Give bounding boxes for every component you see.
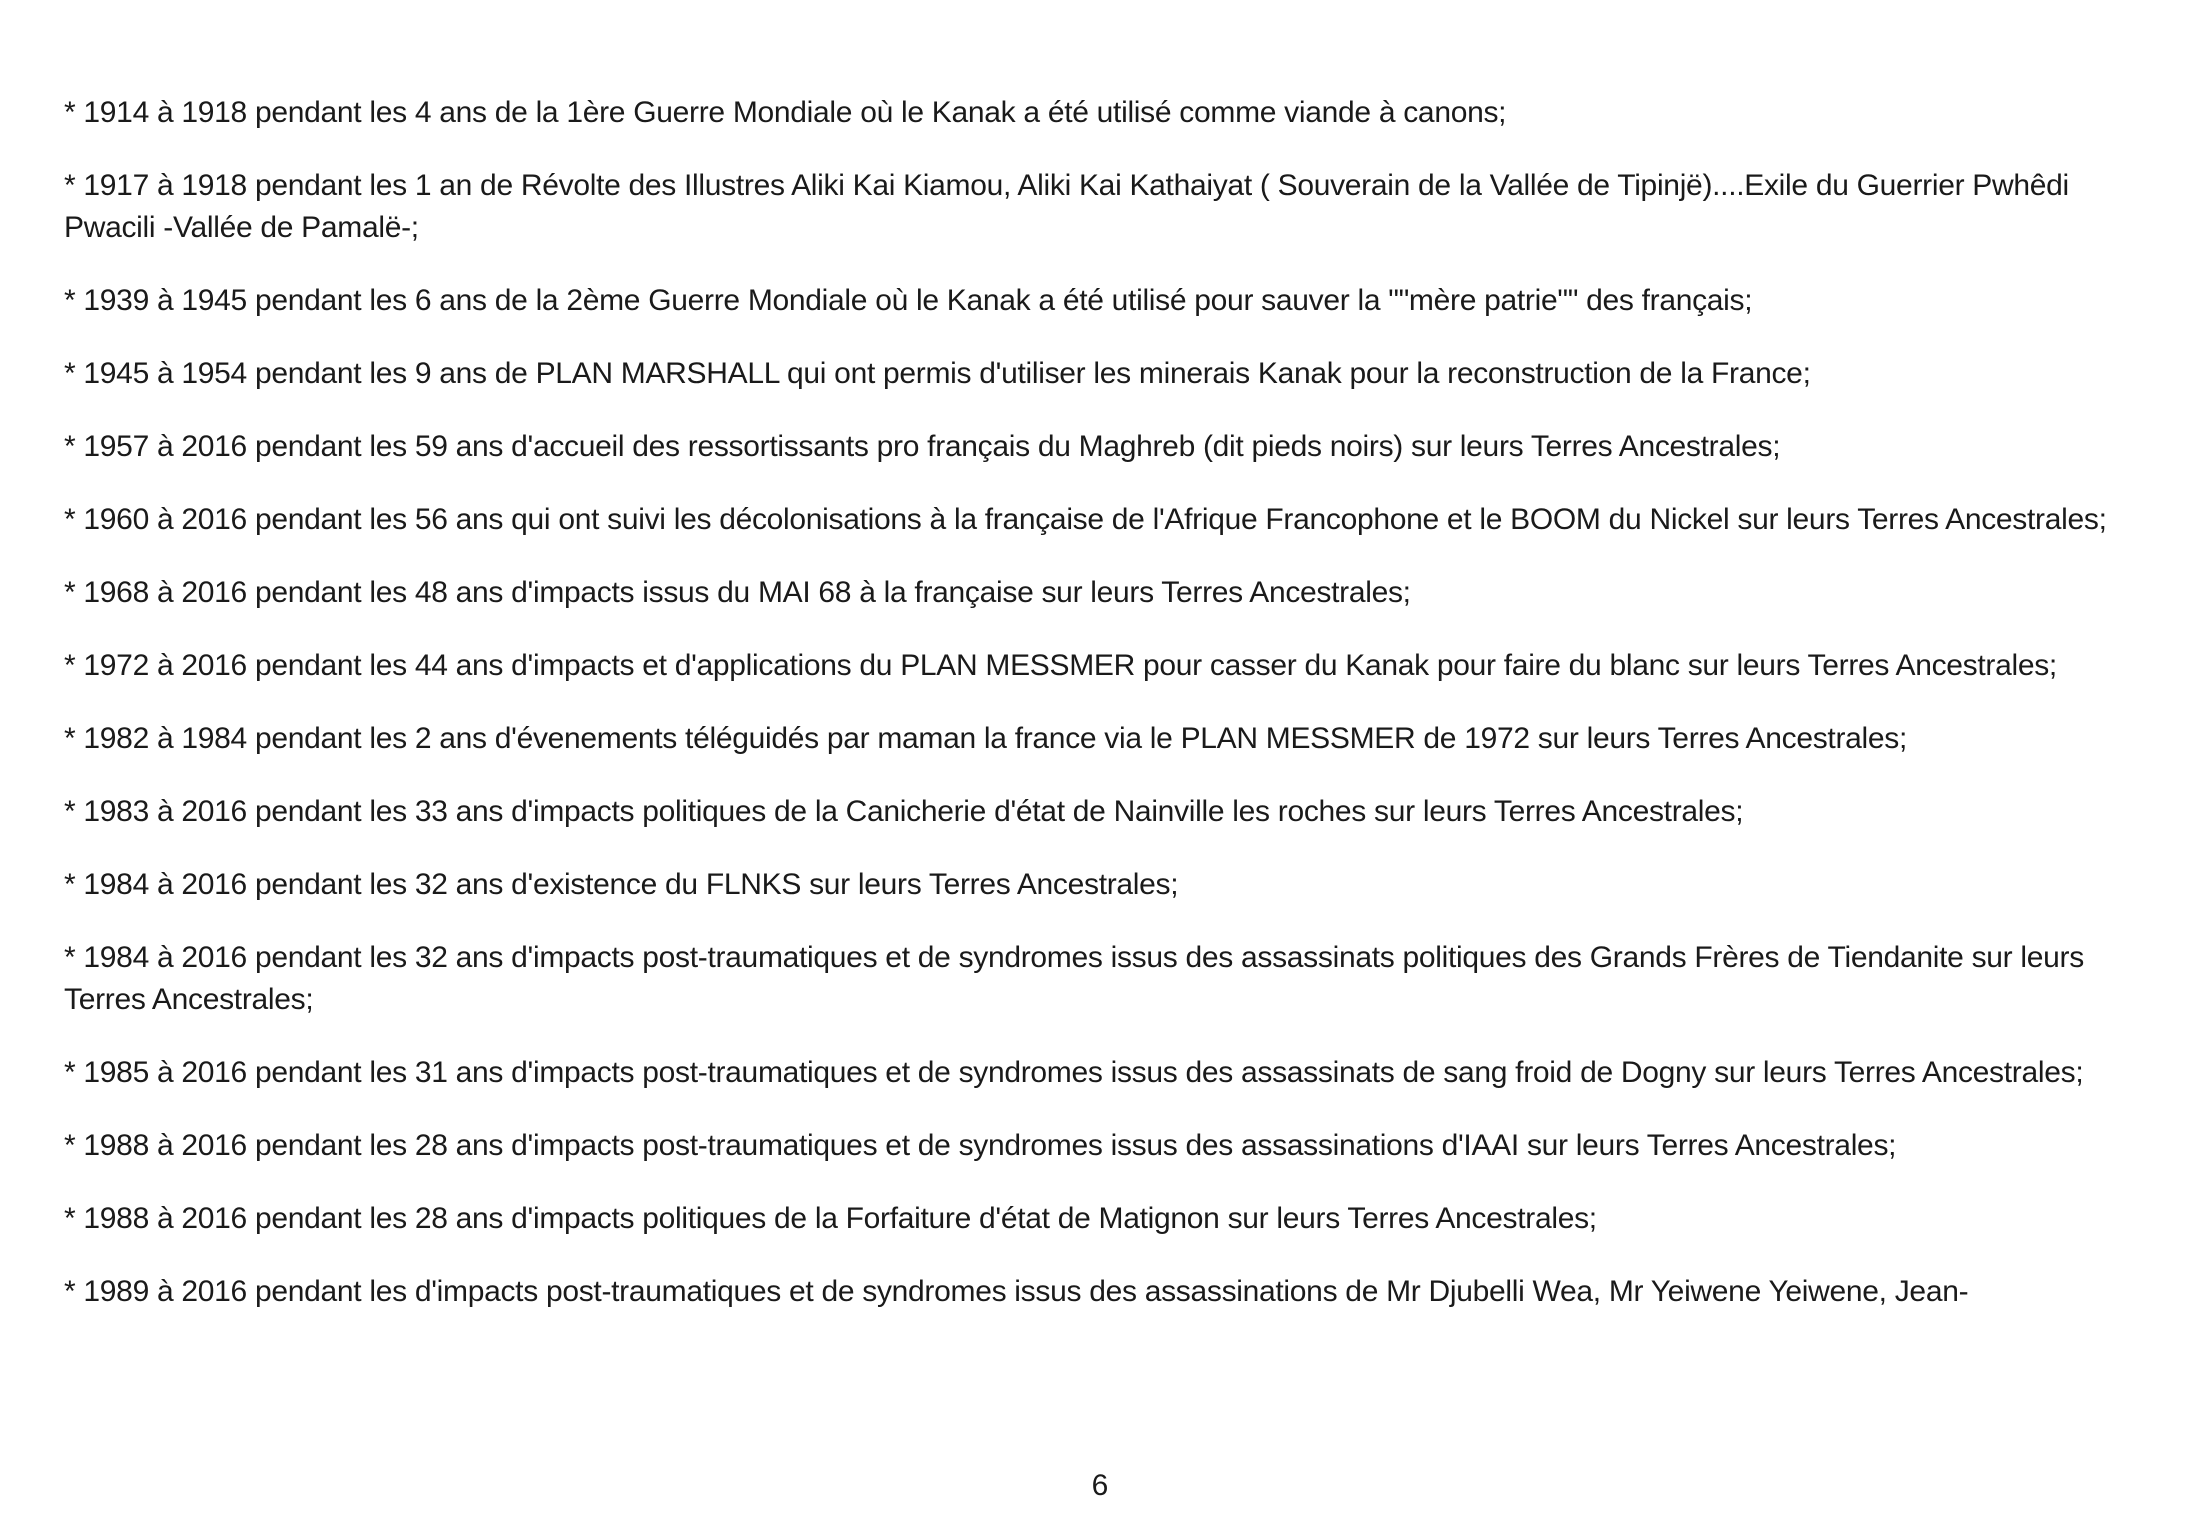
entry-1982-1984: * 1982 à 1984 pendant les 2 ans d'évenements téléguidés par maman la france via le PLAN MESSMER de 1972 sur leurs Terres Ancestrales; <box>64 722 1908 755</box>
entry-1945-1954: * 1945 à 1954 pendant les 9 ans de PLAN MARSHALL qui ont permis d'utiliser les minerais Kanak pour la reconstruction de la France; <box>64 357 1811 390</box>
entry-1989-2016: * 1989 à 2016 pendant les d'impacts post-traumatiques et de syndromes issus des assassinations de Mr Djubelli Wea, Mr Yeiwene Yeiwene, Jean- <box>64 1275 1969 1308</box>
entry-1972-2016: * 1972 à 2016 pendant les 44 ans d'impacts et d'applications du PLAN MESSMER pour casser du Kanak pour faire du blanc sur leurs Terres Ancestrales; <box>64 649 2057 682</box>
entry-1984-2016-tiendanite: * 1984 à 2016 pendant les 32 ans d'impacts post-traumatiques et de syndromes issus des assassinats politiques des Grands Frères de Tiendanite sur leurs Terres Ancestrales; <box>64 941 2084 1016</box>
entry-1985-2016: * 1985 à 2016 pendant les 31 ans d'impacts post-traumatiques et de syndromes issus des assassinats de sang froid de Dogny sur leurs Terres Ancestrales; <box>64 1056 2084 1089</box>
entry-1988-2016-matignon: * 1988 à 2016 pendant les 28 ans d'impacts politiques de la Forfaiture d'état de Matignon sur leurs Terres Ancestrales; <box>64 1202 1597 1235</box>
entry-1983-2016: * 1983 à 2016 pendant les 33 ans d'impacts politiques de la Canicherie d'état de Nainville les roches sur leurs Terres Ancestrales; <box>64 795 1744 828</box>
page-number: 6 <box>1091 1469 1109 1502</box>
entry-1968-2016: * 1968 à 2016 pendant les 48 ans d'impacts issus du MAI 68 à la française sur leurs Terres Ancestrales; <box>64 576 1411 609</box>
entry-1917-1918: * 1917 à 1918 pendant les 1 an de Révolte des Illustres Aliki Kai Kiamou, Aliki Kai Kathaiyat ( Souverain de la Vallée de Tipinjë)....Exile du Guerrier Pwhêdi Pwacili -Vallée de Pamalë-; <box>64 169 2069 244</box>
entry-1960-2016: * 1960 à 2016 pendant les 56 ans qui ont suivi les décolonisations à la française de l'Afrique Francophone et le BOOM du Nickel sur leurs Terres Ancestrales; <box>64 503 2107 536</box>
entry-1914-1918: * 1914 à 1918 pendant les 4 ans de la 1ère Guerre Mondiale où le Kanak a été utilisé comme viande à canons; <box>64 96 1507 129</box>
entries-list <box>64 92 2154 1344</box>
entry-1984-2016-flnks: * 1984 à 2016 pendant les 32 ans d'existence du FLNKS sur leurs Terres Ancestrales; <box>64 868 1179 901</box>
entry-1988-2016-iaai: * 1988 à 2016 pendant les 28 ans d'impacts post-traumatiques et de syndromes issus des assassinations d'IAAI sur leurs Terres Ancestrales; <box>64 1129 1897 1162</box>
entry-1957-2016: * 1957 à 2016 pendant les 59 ans d'accueil des ressortissants pro français du Maghreb (dit pieds noirs) sur leurs Terres Ancestrales; <box>64 430 1781 463</box>
entry-1939-1945: * 1939 à 1945 pendant les 6 ans de la 2ème Guerre Mondiale où le Kanak a été utilisé pour sauver la ""mère patrie"" des français; <box>64 284 1753 317</box>
